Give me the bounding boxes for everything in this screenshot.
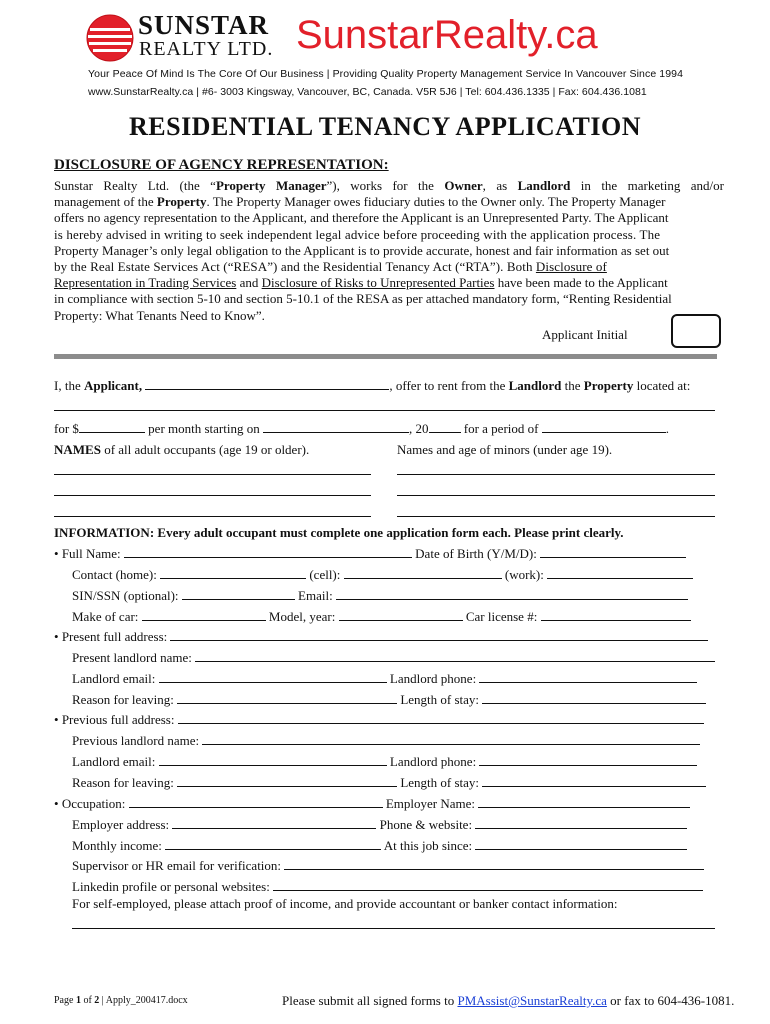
income-row: [72, 838, 687, 854]
linkedin-row: [72, 879, 703, 895]
term-applicant: Applicant,: [83, 378, 143, 393]
file-name: | Apply_200417.docx: [99, 995, 188, 1006]
text-run: Supervisor or HR email for verification:: [72, 858, 285, 873]
full-name-row: [54, 546, 686, 562]
employer-address-field[interactable]: [172, 818, 376, 829]
previous-address-field[interactable]: [178, 713, 704, 724]
text-run: management of the: [54, 194, 157, 210]
text-run: Landlord phone:: [386, 754, 480, 769]
car-model-year-field[interactable]: [339, 610, 463, 621]
present-reason-row: [72, 692, 706, 708]
applicant-name-field[interactable]: [145, 379, 389, 390]
text-run: Length of stay:: [397, 692, 483, 707]
text-run: SIN/SSN (optional):: [72, 588, 182, 603]
term-property: Property: [583, 378, 634, 393]
linkedin-field[interactable]: [273, 880, 703, 891]
text-run: Date of Birth (Y/M/D):: [411, 546, 541, 561]
text-run: Reason for leaving:: [72, 692, 178, 707]
bullet-icon: •: [54, 796, 59, 811]
rent-amount-field[interactable]: [79, 422, 145, 433]
text-run: ”), works for the: [326, 178, 445, 193]
bullet-icon: •: [54, 629, 59, 644]
logo-company-suffix: REALTY LTD.: [139, 38, 274, 60]
brand-wordmark-part1: Sunstar: [296, 13, 434, 57]
accountant-contact-field[interactable]: [72, 928, 715, 929]
previous-address-row: [54, 712, 704, 728]
minor-occupant-field[interactable]: [397, 516, 715, 517]
text-run: Phone & website:: [376, 817, 476, 832]
text-run: Landlord email:: [72, 671, 159, 686]
text-run: Page: [54, 995, 76, 1006]
text-run: Present landlord name:: [72, 650, 196, 665]
text-run: Email:: [294, 588, 336, 603]
text-run: Model, year:: [265, 609, 339, 624]
disclosure-line: Property Manager’s only legal obligation to the Applicant is to provide accurate, honest and fair information as set out: [54, 242, 670, 258]
brand-wordmark-part2: Realty.ca: [433, 13, 598, 57]
section-divider: [54, 354, 717, 359]
text-run: At this job since:: [381, 838, 476, 853]
previous-reason-leaving-field[interactable]: [177, 776, 397, 787]
car-make-field[interactable]: [142, 610, 266, 621]
text-run: Previous landlord name:: [72, 733, 203, 748]
full-name-field[interactable]: [124, 547, 412, 558]
text-run: Reason for leaving:: [72, 775, 178, 790]
sin-email-row: [72, 588, 688, 604]
brand-wordmark: [296, 12, 598, 58]
text-run: (cell):: [306, 567, 344, 582]
text-run: : Every adult occupant must complete one application form each. Please print clearly.: [149, 525, 624, 540]
car-row: [72, 609, 691, 625]
adult-occupants-label: [54, 442, 309, 458]
text-run: Please submit all signed forms to: [282, 993, 458, 1008]
present-reason-leaving-field[interactable]: [177, 693, 397, 704]
page-title: RESIDENTIAL TENANCY APPLICATION: [128, 112, 641, 141]
text-run: of: [80, 995, 95, 1006]
term-property: Property: [156, 194, 207, 210]
text-run: , offer to rent from the: [389, 378, 509, 393]
text-run: for a period of: [460, 421, 542, 436]
occupation-row: [54, 796, 690, 812]
adult-occupant-field[interactable]: [54, 474, 371, 475]
date-of-birth-field[interactable]: [540, 547, 686, 558]
information-heading: [54, 525, 624, 541]
text-run: Length of stay:: [397, 775, 483, 790]
text-run: located at:: [633, 378, 691, 393]
disclosure-heading: DISCLOSURE OF AGENCY REPRESENTATION:: [54, 157, 389, 173]
minors-label: Names and age of minors (under age 19).: [397, 442, 613, 457]
previous-landlord-name-row: [72, 733, 700, 749]
text-run: by the Real Estate Services Act (“RESA”) and the Residential Tenancy Act (“RTA”). Both: [54, 259, 536, 275]
text-run: Make of car:: [72, 609, 142, 624]
link-disclosure-risks: Disclosure of Risks to Unrepresented Parties: [261, 275, 495, 291]
text-run: the: [561, 378, 584, 393]
page-number: 1: [75, 995, 81, 1006]
link-representation-trading: Representation in Trading Services: [54, 275, 237, 291]
text-run: Present full address:: [61, 629, 171, 644]
text-run: or fax to 604-436-1081.: [606, 993, 735, 1008]
car-license-field[interactable]: [541, 610, 691, 621]
work-phone-field[interactable]: [547, 568, 693, 579]
text-run: Car license #:: [462, 609, 541, 624]
present-length-stay-field[interactable]: [482, 693, 706, 704]
disclosure-line: [54, 275, 724, 291]
text-run: have been made to the Applicant: [494, 275, 668, 291]
term-owner: Owner: [444, 178, 483, 193]
text-run: Linkedin profile or personal websites:: [72, 879, 274, 894]
rent-terms-line: [54, 421, 669, 437]
text-run: for $: [54, 421, 79, 436]
cell-phone-field[interactable]: [344, 568, 502, 579]
contact-row: [72, 567, 693, 583]
minor-occupant-field[interactable]: [397, 495, 715, 496]
text-run: Monthly income:: [72, 838, 166, 853]
supervisor-email-field[interactable]: [284, 859, 704, 870]
email-field[interactable]: [336, 589, 688, 600]
text-run: Sunstar Realty Ltd. (the “: [54, 178, 216, 193]
start-date-field[interactable]: [263, 422, 409, 433]
property-address-field[interactable]: [54, 410, 715, 411]
employer-name-field[interactable]: [478, 797, 690, 808]
disclosure-line: [54, 259, 724, 275]
contact-info: www.SunstarRealty.ca | #6- 3003 Kingsway, Vancouver, BC, Canada. V5R 5J6 | Tel: 604.436.1335 | Fax: 604.436.1081: [88, 86, 647, 98]
text-run: INFORMATION: [54, 525, 150, 540]
previous-landlord-phone-field[interactable]: [479, 755, 697, 766]
bullet-icon: •: [54, 712, 59, 727]
present-landlord-email-field[interactable]: [159, 672, 387, 683]
present-landlord-name-row: [72, 650, 715, 666]
self-employed-note: For self-employed, please attach proof of income, and provide accountant or banker contact information:: [72, 896, 618, 911]
text-run: Landlord phone:: [386, 671, 480, 686]
adult-occupant-field[interactable]: [54, 516, 371, 517]
employer-address-row: [72, 817, 687, 833]
present-address-row: [54, 629, 708, 645]
present-address-field[interactable]: [170, 630, 708, 641]
previous-reason-row: [72, 775, 706, 791]
present-landlord-contact-row: [72, 671, 697, 687]
disclosure-paragraph: [54, 178, 724, 324]
text-run: in the marketing and/or: [570, 178, 724, 193]
text-run: (work):: [501, 567, 548, 582]
term-names: NAMES: [54, 442, 101, 457]
text-run: Employer address:: [72, 817, 173, 832]
sunstar-logo-icon: [86, 14, 134, 62]
applicant-initial-box[interactable]: [671, 314, 721, 348]
rental-period-field[interactable]: [542, 422, 666, 433]
logo-company-name: SUNSTAR: [138, 10, 270, 40]
minor-occupant-field[interactable]: [397, 474, 715, 475]
adult-occupant-field[interactable]: [54, 495, 371, 496]
header: [0, 0, 770, 105]
previous-landlord-email-field[interactable]: [159, 755, 387, 766]
job-since-field[interactable]: [475, 839, 687, 850]
home-phone-field[interactable]: [160, 568, 306, 579]
disclosure-line: offers no agency representation to the Applicant, and therefore the Applicant is an Unrepresented Party. The Applicant: [54, 210, 669, 226]
disclosure-line: is hereby advised in writing to seek independent legal advice before proceeding with the application process. The: [54, 226, 661, 242]
link-disclosure-representation: Disclosure of: [535, 259, 607, 275]
text-run: , as: [482, 178, 518, 193]
monthly-income-field[interactable]: [165, 839, 381, 850]
text-run: Contact (home):: [72, 567, 161, 582]
text-run: Employer Name:: [382, 796, 479, 811]
page-total: 2: [94, 995, 100, 1006]
disclosure-line: Property: What Tenants Need to Know”.: [54, 307, 265, 323]
tagline: Your Peace Of Mind Is The Core Of Our Business | Providing Quality Property Management Service In Vancouver Since 1994: [88, 68, 684, 80]
text-run: I, the: [54, 378, 84, 393]
present-landlord-name-field[interactable]: [195, 651, 715, 662]
offer-line: [54, 378, 690, 394]
text-run: . The Property Manager owes fiduciary duties to the Owner only. The Property Manager: [206, 194, 666, 210]
disclosure-line: [54, 178, 724, 194]
present-landlord-phone-field[interactable]: [479, 672, 697, 683]
text-run: and: [236, 275, 262, 291]
previous-length-stay-field[interactable]: [482, 776, 706, 787]
text-run: Previous full address:: [61, 712, 178, 727]
page-footer: [54, 995, 188, 1006]
applicant-initial-label: Applicant Initial: [542, 327, 628, 342]
occupation-field[interactable]: [129, 797, 383, 808]
text-run: of all adult occupants (age 19 or older).: [100, 442, 310, 457]
employer-phone-website-field[interactable]: [475, 818, 687, 829]
sin-field[interactable]: [182, 589, 295, 600]
submit-instructions: [282, 993, 734, 1009]
disclosure-line: in compliance with section 5-10 and section 5-10.1 of the RESA as per attached mandatory form, “Renting Residential: [54, 291, 672, 307]
bullet-icon: •: [54, 546, 59, 561]
previous-landlord-name-field[interactable]: [202, 734, 700, 745]
previous-landlord-contact-row: [72, 754, 697, 770]
text-run: Landlord email:: [72, 754, 159, 769]
disclosure-line: [54, 194, 724, 210]
supervisor-row: [72, 858, 704, 874]
start-year-field[interactable]: [429, 422, 461, 433]
term-landlord: Landlord: [508, 378, 562, 393]
text-run: , 20: [409, 421, 429, 436]
submit-email-link[interactable]: PMAssist@SunstarRealty.ca: [457, 993, 607, 1008]
term-landlord: Landlord: [517, 178, 571, 193]
term-property-manager: Property Manager: [215, 178, 327, 193]
text-run: .: [665, 421, 669, 436]
text-run: Occupation:: [61, 796, 129, 811]
text-run: Full Name:: [61, 546, 124, 561]
text-run: per month starting on: [144, 421, 263, 436]
